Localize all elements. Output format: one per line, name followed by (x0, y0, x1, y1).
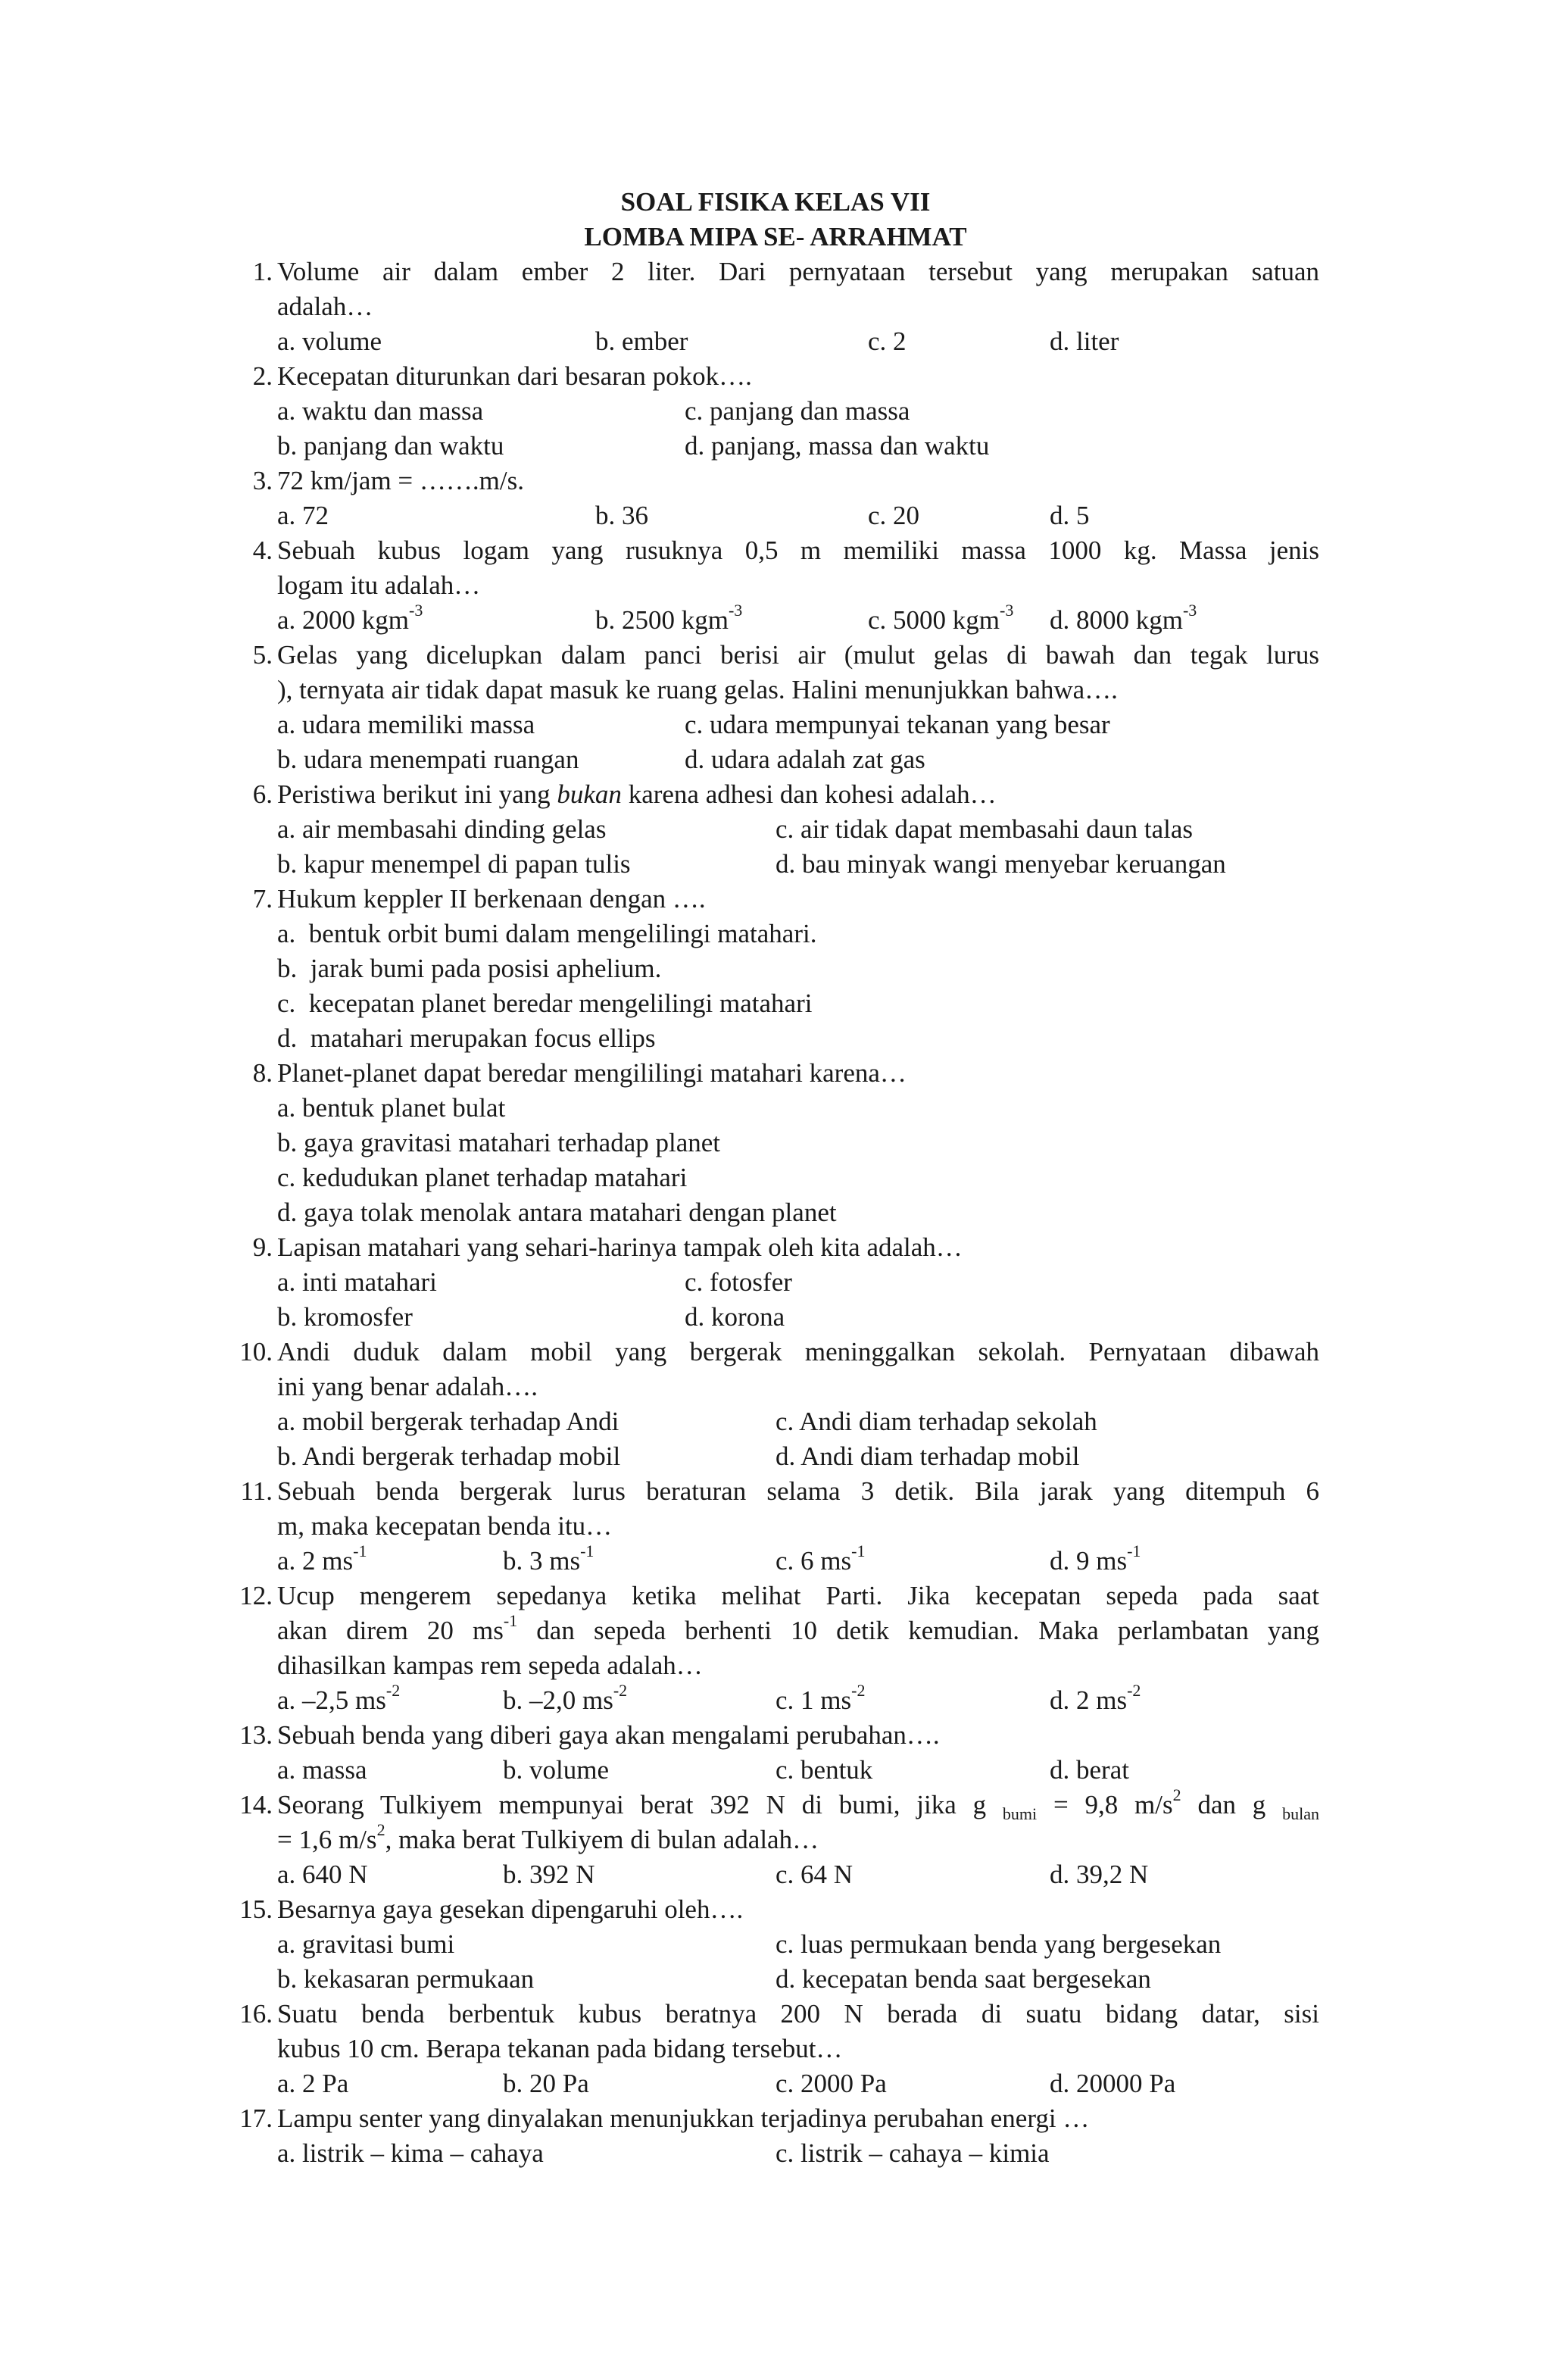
option-c: c. 1 $ms^{-2}$ (776, 1681, 866, 1715)
exam-subtitle: LOMBA MIPA SE- ARRAHMAT (584, 222, 967, 251)
option-c: c. bentuk (776, 1755, 873, 1785)
option-a: a. air membasahi dinding gelas (277, 814, 607, 844)
option-a: a. 2000 kgm$^{-3}$ (277, 601, 423, 635)
question-stem: Sebuah kubus logam yang rusuknya 0,5 m memiliki massa 1000 kg. Massa jenis (277, 536, 1319, 565)
option-c: c. listrik – cahaya – kimia (776, 2138, 1050, 2168)
question-stem: kubus 10 cm. Berapa tekanan pada bidang tersebut… (277, 2034, 843, 2063)
question-number: 2. (252, 361, 273, 391)
option-b: b. 36 (595, 501, 648, 530)
option-a: a. bentuk planet bulat (277, 1093, 506, 1123)
question-stem: ini yang benar adalah…. (277, 1372, 538, 1401)
option-c: c. 2000 Pa (776, 2069, 887, 2098)
option-b: b. ember (595, 326, 688, 356)
question-number: 4. (252, 536, 273, 565)
question-number: 1. (252, 257, 273, 286)
question-number: 17. (239, 2104, 273, 2133)
option-c: c. kedudukan planet terhadap matahari (277, 1163, 688, 1192)
question-stem: Peristiwa berikut ini yang bukan karena adhesi dan kohesi adalah… (277, 779, 997, 809)
option-c: c. fotosfer (685, 1267, 792, 1297)
option-b: b. 3 $ms^{-1}$ (503, 1541, 594, 1576)
option-d: d. Andi diam terhadap mobil (776, 1441, 1080, 1471)
option-c: c. luas permukaan benda yang bergesekan (776, 1929, 1222, 1959)
option-a: a. bentuk orbit bumi dalam mengelilingi matahari. (277, 919, 817, 948)
option-b: b. kromosfer (277, 1302, 413, 1332)
question-stem: Besarnya gaya gesekan dipengaruhi oleh…. (277, 1894, 744, 1924)
option-d: d. kecepatan benda saat bergesekan (776, 1964, 1151, 1994)
option-a: a. listrik – kima – cahaya (277, 2138, 544, 2168)
question-number: 14. (239, 1790, 273, 1819)
option-b: b. –2,0 $ms^{-2}$ (503, 1681, 628, 1715)
question-number: 8. (252, 1058, 273, 1088)
question-stem: akan direm 20 $ms^{-1}$ dan sepeda berhenti 10 detik kemudian. Maka perlambatan yang (277, 1611, 1320, 1645)
question-number: 3. (252, 466, 273, 495)
question-stem: Hukum keppler II berkenaan dengan …. (277, 884, 706, 914)
option-c: c. 6 $ms^{-1}$ (776, 1541, 866, 1576)
question-stem: Lampu senter yang dinyalakan menunjukkan terjadinya perubahan energi … (277, 2104, 1090, 2133)
question-stem: Lapisan matahari yang sehari-harinya tampak oleh kita adalah… (277, 1232, 963, 1262)
question-stem: Suatu benda berbentuk kubus beratnya 200 N berada di suatu bidang datar, sisi (277, 1999, 1319, 2029)
option-d: d. panjang, massa dan waktu (685, 431, 990, 461)
option-c: c. udara mempunyai tekanan yang besar (685, 710, 1110, 739)
exam-title: SOAL FISIKA KELAS VII (620, 187, 931, 217)
option-a: a. udara memiliki massa (277, 710, 535, 739)
option-b: b. jarak bumi pada posisi aphelium. (277, 954, 662, 983)
option-a: a. gravitasi bumi (277, 1929, 455, 1959)
option-a: a. 2 $ms^{-1}$ (277, 1541, 367, 1576)
question-stem: Planet-planet dapat beredar mengililingi matahari karena… (277, 1058, 907, 1088)
option-b: b. kekasaran permukaan (277, 1964, 535, 1994)
option-a: a. mobil bergerak terhadap Andi (277, 1407, 619, 1436)
option-d: d. 9 $ms^{-1}$ (1050, 1541, 1141, 1576)
question-stem: Sebuah benda bergerak lurus beraturan selama 3 detik. Bila jarak yang ditempuh 6 (277, 1476, 1319, 1506)
question-stem: 72 km/jam = …….m/s. (277, 466, 524, 495)
question-number: 5. (252, 640, 273, 670)
option-c: c. 2 (868, 326, 907, 356)
question-stem: Ucup mengerem sepedanya ketika melihat Parti. Jika kecepatan sepeda pada saat (277, 1581, 1319, 1610)
option-d: d. 5 (1050, 501, 1090, 530)
option-a: a. volume (277, 326, 382, 356)
question-stem: = 1,6 $m/s^2$, maka berat Tulkiyem di bulan adalah… (277, 1820, 819, 1854)
question-number: 7. (252, 884, 273, 914)
option-a: a. 2 Pa (277, 2069, 349, 2098)
question-number: 11. (240, 1476, 273, 1506)
option-b: b. Andi bergerak terhadap mobil (277, 1441, 621, 1471)
option-b: b. 20 Pa (503, 2069, 589, 2098)
option-b: b. volume (503, 1755, 609, 1785)
option-b: b. gaya gravitasi matahari terhadap planet (277, 1128, 721, 1157)
question-number: 6. (252, 779, 273, 809)
question-stem: dihasilkan kampas rem sepeda adalah… (277, 1651, 703, 1680)
option-b: b. udara menempati ruangan (277, 745, 579, 774)
question-stem: Gelas yang dicelupkan dalam panci berisi air (mulut gelas di bawah dan tegak lurus (277, 640, 1319, 670)
option-a: a. waktu dan massa (277, 396, 484, 426)
option-d: d. 39,2 N (1050, 1860, 1149, 1889)
question-number: 16. (239, 1999, 273, 2029)
question-number: 15. (239, 1894, 273, 1924)
option-c: c. kecepatan planet beredar mengelilingi matahari (277, 989, 813, 1018)
option-d: d. matahari merupakan focus ellips (277, 1023, 656, 1053)
option-d: d. liter (1050, 326, 1119, 356)
option-d: d. 8000 kgm$^{-3}$ (1050, 601, 1197, 635)
option-a: a. 640 N (277, 1860, 368, 1889)
option-a: a. inti matahari (277, 1267, 437, 1297)
option-b: b. 392 N (503, 1860, 595, 1889)
question-stem: Seorang Tulkiyem mempunyai berat 392 N di bumi, jika g $_{bumi}$ = 9,8 $m/s^2$ dan g $_{bulan}$ (277, 1785, 1319, 1823)
option-d: d. 20000 Pa (1050, 2069, 1176, 2098)
option-b: b. panjang dan waktu (277, 431, 504, 461)
question-stem: Volume air dalam ember 2 liter. Dari pernyataan tersebut yang merupakan satuan (277, 257, 1319, 286)
question-number: 10. (239, 1337, 273, 1366)
option-a: a. massa (277, 1755, 367, 1785)
option-d: d. korona (685, 1302, 785, 1332)
question-number: 12. (239, 1581, 273, 1610)
option-c: c. 20 (868, 501, 920, 530)
option-c: c. 64 N (776, 1860, 854, 1889)
option-c: c. Andi diam terhadap sekolah (776, 1407, 1097, 1436)
question-stem: logam itu adalah… (277, 570, 481, 600)
question-stem: ), ternyata air tidak dapat masuk ke ruang gelas. Halini menunjukkan bahwa…. (277, 675, 1118, 704)
option-b: b. kapur menempel di papan tulis (277, 849, 631, 879)
option-d: d. berat (1050, 1755, 1129, 1785)
option-a: a. –2,5 $ms^{-2}$ (277, 1681, 401, 1715)
question-number: 13. (239, 1720, 273, 1750)
option-a: a. 72 (277, 501, 329, 530)
question-stem: Andi duduk dalam mobil yang bergerak meninggalkan sekolah. Pernyataan dibawah (277, 1337, 1319, 1366)
option-c: c. air tidak dapat membasahi daun talas (776, 814, 1194, 844)
option-c: c. panjang dan massa (685, 396, 910, 426)
question-stem: Sebuah benda yang diberi gaya akan mengalami perubahan…. (277, 1720, 940, 1750)
question-stem: m, maka kecepatan benda itu… (277, 1511, 613, 1541)
question-number: 9. (252, 1232, 273, 1262)
question-stem: adalah… (277, 292, 373, 321)
option-d: d. udara adalah zat gas (685, 745, 925, 774)
option-d: d. bau minyak wangi menyebar keruangan (776, 849, 1226, 879)
question-stem: Kecepatan diturunkan dari besaran pokok…. (277, 361, 752, 391)
option-d: d. 2 $ms^{-2}$ (1050, 1681, 1141, 1715)
option-d: d. gaya tolak menolak antara matahari dengan planet (277, 1198, 837, 1227)
option-b: b. 2500 kgm$^{-3}$ (595, 601, 743, 635)
option-c: c. 5000 kgm$^{-3}$ (868, 601, 1014, 635)
